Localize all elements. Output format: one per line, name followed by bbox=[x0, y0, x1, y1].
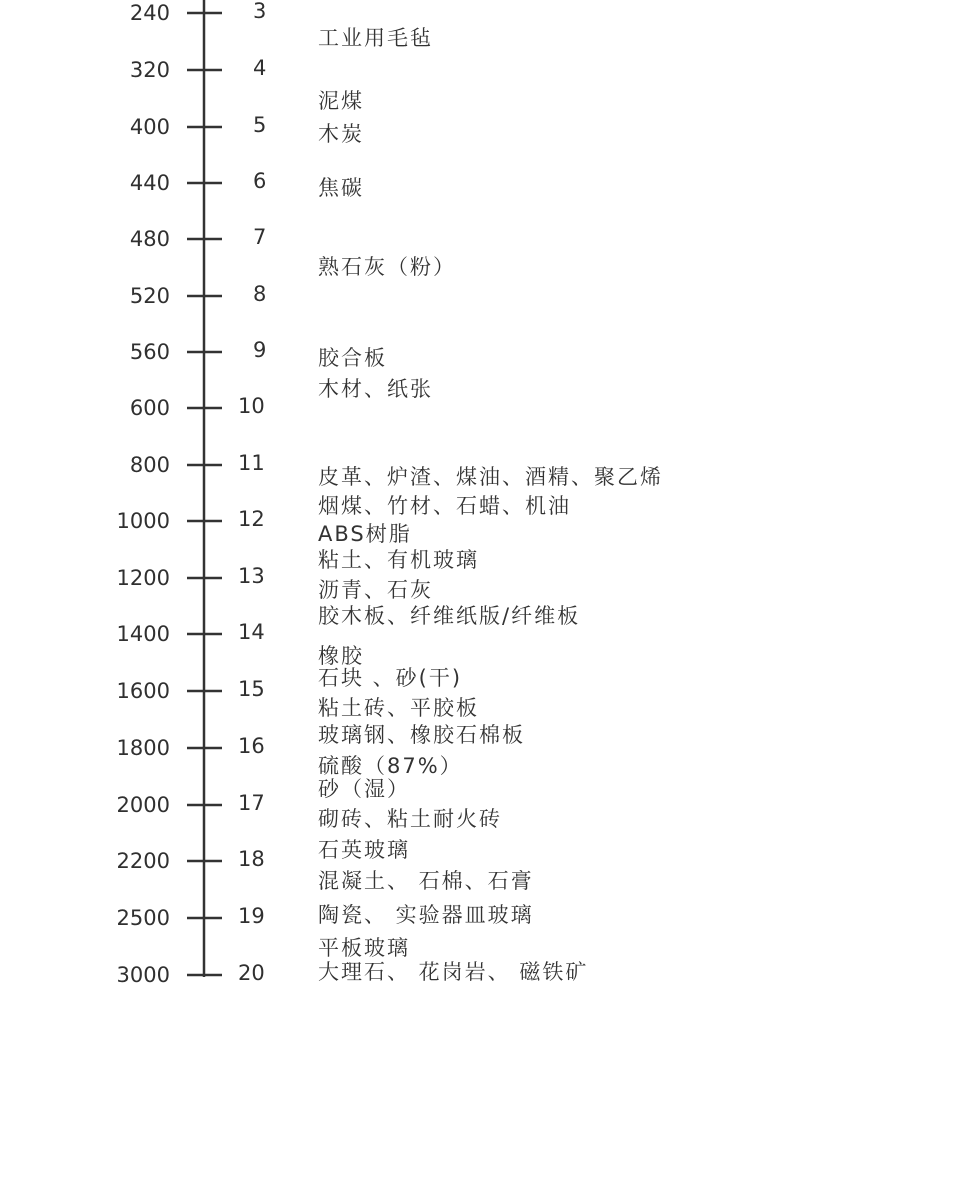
grade-label: 4 bbox=[253, 56, 267, 80]
density-label: 480 bbox=[129, 227, 170, 251]
material-label: 沥青、石灰 bbox=[318, 578, 433, 602]
material-label: 胶木板、纤维纸版/纤维板 bbox=[318, 604, 581, 628]
grade-label: 9 bbox=[253, 338, 267, 362]
density-label: 1200 bbox=[116, 566, 170, 590]
grade-label: 16 bbox=[238, 734, 265, 758]
material-label: 皮革、炉渣、煤油、酒精、聚乙烯 bbox=[318, 465, 663, 489]
grade-label: 10 bbox=[238, 394, 265, 418]
material-label: 砂（湿） bbox=[318, 777, 410, 801]
material-label: 熟石灰（粉） bbox=[318, 255, 456, 279]
material-label: 木炭 bbox=[318, 122, 364, 146]
grade-label: 14 bbox=[238, 620, 265, 644]
grade-label: 3 bbox=[253, 0, 267, 23]
material-label: 焦碳 bbox=[318, 176, 364, 200]
density-label: 600 bbox=[129, 396, 170, 420]
grade-label: 17 bbox=[238, 791, 265, 815]
material-label: 砌砖、粘土耐火砖 bbox=[318, 807, 502, 831]
material-label: 大理石、 花岗岩、 磁铁矿 bbox=[318, 960, 589, 984]
density-label: 440 bbox=[129, 171, 170, 195]
density-label: 1600 bbox=[116, 679, 170, 703]
grade-label: 15 bbox=[238, 677, 265, 701]
grade-label: 11 bbox=[238, 451, 265, 475]
material-label: 石英玻璃 bbox=[318, 838, 410, 862]
material-label: 工业用毛毡 bbox=[318, 26, 433, 50]
density-label: 2000 bbox=[116, 793, 170, 817]
density-label: 400 bbox=[129, 115, 170, 139]
density-label: 320 bbox=[129, 58, 170, 82]
density-label: 1000 bbox=[116, 509, 170, 533]
grade-label: 6 bbox=[253, 169, 267, 193]
density-label: 240 bbox=[129, 1, 170, 25]
grade-label: 7 bbox=[253, 225, 267, 249]
density-label: 800 bbox=[129, 453, 170, 477]
grade-label: 19 bbox=[238, 904, 265, 928]
density-label: 1400 bbox=[116, 622, 170, 646]
density-label: 560 bbox=[129, 340, 170, 364]
material-label: 木材、纸张 bbox=[318, 377, 433, 401]
grade-label: 18 bbox=[238, 847, 265, 871]
material-label: 混凝土、 石棉、石膏 bbox=[318, 869, 534, 893]
material-label: 泥煤 bbox=[318, 89, 364, 113]
grade-label: 12 bbox=[238, 507, 265, 531]
material-label: 烟煤、竹材、石蜡、机油 bbox=[318, 494, 571, 518]
material-label: 粘土、有机玻璃 bbox=[318, 548, 479, 572]
material-label: 硫酸（87%） bbox=[318, 754, 463, 778]
material-label: 平板玻璃 bbox=[318, 936, 410, 960]
grade-label: 8 bbox=[253, 282, 267, 306]
density-label: 3000 bbox=[116, 963, 170, 987]
material-label: 胶合板 bbox=[318, 346, 387, 370]
density-label: 2500 bbox=[116, 906, 170, 930]
grade-label: 5 bbox=[253, 113, 267, 137]
material-label: 玻璃钢、橡胶石棉板 bbox=[318, 723, 525, 747]
grade-label: 20 bbox=[238, 961, 265, 985]
density-label: 520 bbox=[129, 284, 170, 308]
material-label: 橡胶 bbox=[318, 644, 364, 668]
material-label: 粘土砖、平胶板 bbox=[318, 696, 479, 720]
density-label: 2200 bbox=[116, 849, 170, 873]
grade-label: 13 bbox=[238, 564, 265, 588]
material-label: 陶瓷、 实验器皿玻璃 bbox=[318, 903, 534, 927]
density-label: 1800 bbox=[116, 736, 170, 760]
material-label: ABS树脂 bbox=[318, 522, 412, 546]
material-label: 石块 、砂(干) bbox=[318, 666, 463, 690]
